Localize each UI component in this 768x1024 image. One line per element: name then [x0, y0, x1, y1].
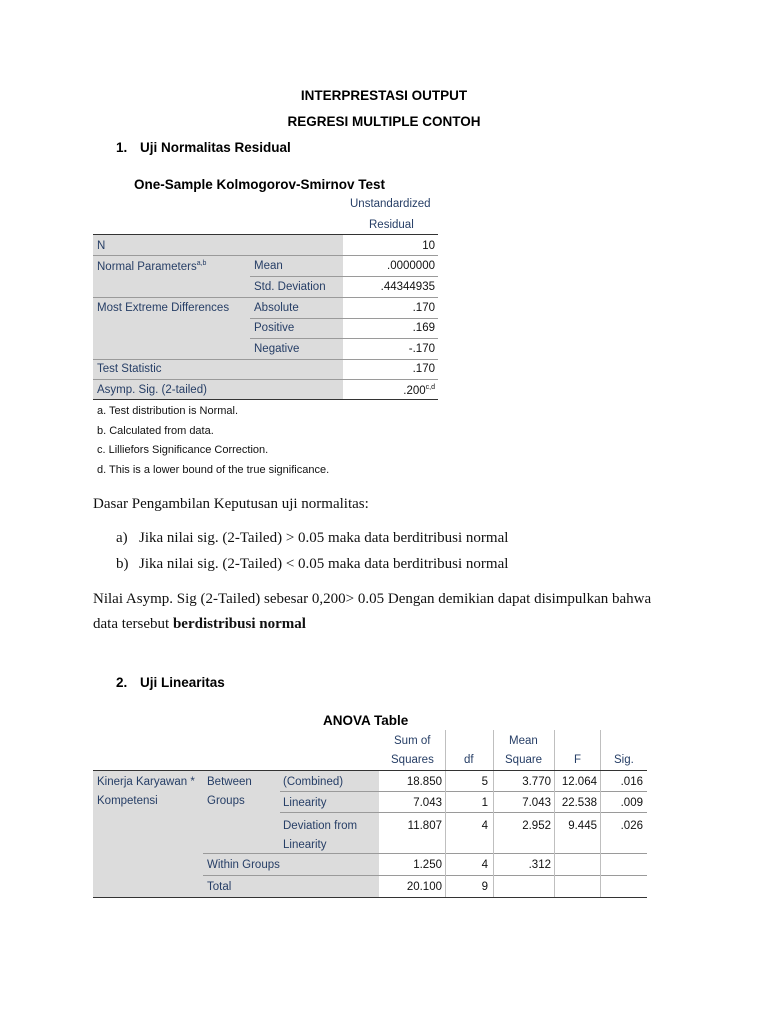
anova-body-divider: [554, 771, 555, 897]
ks-extreme-label: Most Extreme Differences: [97, 302, 230, 314]
section-2-title: Uji Linearitas: [140, 675, 225, 690]
anova-body-divider: [600, 771, 601, 897]
anova-table-title: ANOVA Table: [323, 713, 409, 728]
ks-negative-value: -.170: [408, 343, 435, 355]
ks-asymp-value: [403, 384, 435, 397]
anova-linearity-f: 22.538: [561, 797, 597, 809]
conclusion-bold: berdistribusi normal: [172, 616, 306, 632]
ks-footnote: c. Lilliefors Significance Correction.: [97, 444, 269, 456]
anova-deviation-ss: 11.807: [407, 820, 442, 832]
anova-header-df: df: [464, 754, 474, 766]
anova-linearity-df: 1: [481, 797, 488, 809]
ks-mean-value: .0000000: [387, 260, 435, 272]
anova-combined-label: (Combined): [283, 776, 344, 788]
anova-header-f: F: [574, 754, 582, 766]
ks-asymp-label: Asymp. Sig. (2-tailed): [97, 384, 207, 396]
anova-header-ss-1: Sum of: [394, 735, 431, 747]
anova-deviation-label-1: Deviation from: [283, 820, 358, 832]
anova-rule: [203, 853, 647, 854]
ks-top-rule: [93, 234, 438, 235]
ks-negative-label: Negative: [254, 343, 300, 355]
ks-n-label: N: [97, 240, 106, 252]
anova-deviation-label-2: Linearity: [283, 839, 327, 851]
ks-footnote: d. This is a lower bound of the true significance.: [97, 464, 330, 476]
section-1-title: Uji Normalitas Residual: [140, 140, 291, 155]
ks-bottom-rule: [93, 399, 438, 400]
decision-b-text: Jika nilai sig. (2-Tailed) < 0.05 maka data berditribusi normal: [139, 556, 509, 572]
anova-header-divider: [554, 730, 555, 770]
anova-within-ss: 1.250: [413, 859, 442, 871]
ks-asymp-sup: c,d: [425, 384, 435, 391]
anova-deviation-df: 4: [481, 820, 488, 832]
ks-table-title: One-Sample Kolmogorov-Smirnov Test: [134, 177, 386, 192]
anova-combined-ms: 3.770: [522, 776, 551, 788]
anova-header-ms-2: Square: [505, 754, 543, 766]
ks-rule: [250, 318, 438, 319]
ks-footnote: a. Test distribution is Normal.: [97, 405, 239, 417]
ks-n-value: 10: [422, 240, 435, 252]
anova-within-ms: .312: [528, 859, 551, 871]
ks-std-value: .44344935: [380, 281, 435, 293]
anova-total-ss: 20.100: [406, 881, 442, 893]
anova-combined-f: 12.064: [561, 776, 597, 788]
ks-asymp-number: .200: [403, 384, 426, 397]
anova-rule: [280, 812, 647, 813]
ks-normal-params-sup: a,b: [196, 260, 207, 267]
anova-deviation-f: 9.445: [568, 820, 597, 832]
anova-within-df: 4: [481, 859, 488, 871]
document-title: INTERPRESTASI OUTPUT: [300, 88, 468, 103]
ks-positive-value: .169: [412, 322, 435, 334]
anova-bottom-rule: [93, 897, 647, 898]
anova-body-divider: [493, 771, 494, 897]
anova-combined-ss: 18.850: [406, 776, 442, 788]
anova-total-label: Total: [207, 881, 232, 893]
decision-b-marker: b): [116, 556, 129, 572]
anova-label-shade: [93, 771, 379, 897]
ks-rule: [250, 276, 438, 277]
ks-normal-params-text: Normal Parameters: [97, 260, 197, 273]
ks-rule: [93, 379, 438, 380]
section-2-heading: [116, 675, 225, 690]
anova-body-divider: [445, 771, 446, 897]
anova-total-df: 9: [481, 881, 488, 893]
anova-deviation-ms: 2.952: [522, 820, 551, 832]
anova-header-divider: [600, 730, 601, 770]
anova-header-divider: [493, 730, 494, 770]
ks-col-header-2: Residual: [369, 219, 414, 231]
anova-within-label: Within Groups: [207, 859, 280, 871]
conclusion-line-2: [93, 616, 306, 633]
ks-test-stat-value: .170: [412, 363, 435, 375]
section-2-number: 2.: [116, 675, 128, 690]
ks-rule: [93, 255, 438, 256]
anova-linearity-sig: .009: [620, 797, 643, 809]
ks-absolute-label: Absolute: [254, 302, 299, 314]
anova-linearity-ms: 7.043: [522, 797, 551, 809]
ks-rule: [93, 297, 438, 298]
ks-std-label: Std. Deviation: [254, 281, 326, 293]
section-1-number: 1.: [116, 140, 128, 155]
decision-intro: Dasar Pengambilan Keputusan uji normalitas:: [93, 496, 369, 512]
conclusion-line-1: Nilai Asymp. Sig (2-Tailed) sebesar 0,200> 0.05 Dengan demikian dapat disimpulkan bahwa: [93, 591, 652, 607]
ks-test-stat-label: Test Statistic: [97, 363, 162, 375]
ks-col-header-1: Unstandardized: [350, 198, 431, 210]
anova-group-label-2: Kompetensi: [97, 795, 158, 807]
anova-header-ms-1: Mean: [509, 735, 538, 747]
section-1-heading: [116, 140, 291, 155]
anova-group-label-1: Kinerja Karyawan *: [97, 776, 195, 788]
ks-normal-params-label: [97, 260, 206, 273]
anova-header-ss-2: Squares: [391, 754, 434, 766]
document-subtitle: REGRESI MULTIPLE CONTOH: [287, 114, 481, 129]
conclusion-prefix: data tersebut: [93, 616, 173, 632]
ks-positive-label: Positive: [254, 322, 295, 334]
ks-mean-label: Mean: [254, 260, 283, 272]
ks-absolute-value: .170: [412, 302, 435, 314]
anova-rule: [280, 791, 647, 792]
anova-linearity-ss: 7.043: [413, 797, 442, 809]
anova-header-sig: Sig.: [614, 754, 634, 766]
anova-rule: [203, 875, 647, 876]
anova-combined-sig: .016: [620, 776, 643, 788]
ks-footnote: b. Calculated from data.: [97, 425, 214, 437]
anova-between-label-2: Groups: [207, 795, 245, 807]
anova-linearity-label: Linearity: [283, 797, 327, 809]
ks-rule: [93, 359, 438, 360]
decision-a-text: Jika nilai sig. (2-Tailed) > 0.05 maka data berditribusi normal: [139, 530, 509, 546]
decision-a-marker: a): [116, 530, 128, 546]
anova-deviation-sig: .026: [620, 820, 643, 832]
anova-combined-df: 5: [481, 776, 488, 788]
anova-between-label-1: Between: [207, 776, 252, 788]
ks-rule: [250, 338, 438, 339]
anova-top-rule: [93, 770, 647, 771]
anova-header-divider: [445, 730, 446, 770]
